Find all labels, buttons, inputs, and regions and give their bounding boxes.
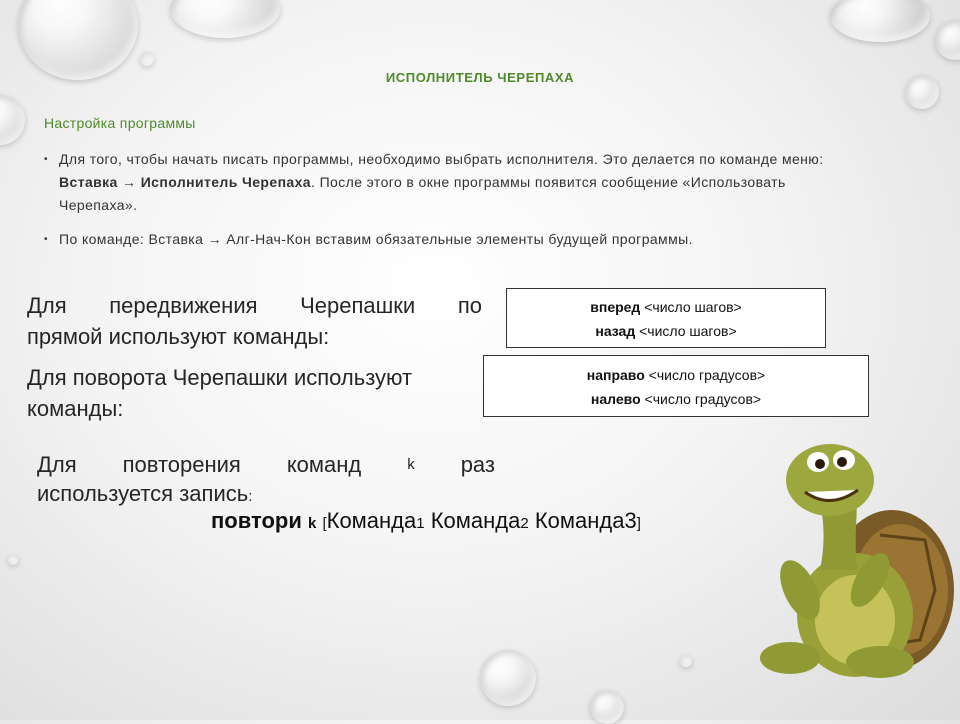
slide-title: ИСПОЛНИТЕЛЬ ЧЕРЕПАХА [385, 70, 575, 85]
command-name: Команда [424, 508, 521, 533]
bullet-text: . После этого в окне программы появится сообщение «Использовать Черепаха». [59, 174, 786, 213]
command-name: Команда [528, 508, 625, 533]
command-keyword: назад [595, 323, 636, 339]
water-drop-decoration [0, 95, 25, 145]
bullet-text: По команде: Вставка → Алг-Нач-Кон вставим обязательные элементы будущей программы. [59, 231, 693, 247]
command-arg: <число градусов> [644, 367, 766, 383]
bracket-open: [ [322, 515, 327, 532]
turn-description: Для поворота Черепашки используют команды: [27, 365, 413, 421]
water-drop-decoration [590, 690, 624, 724]
slide-subtitle: Настройка программы [44, 115, 196, 131]
command-keyword: вперед [590, 299, 641, 315]
repeat-word: команд [286, 452, 362, 477]
water-drop-decoration [8, 555, 18, 565]
move-word: Черепашки [300, 293, 416, 318]
turn-commands-box [483, 355, 869, 417]
repeat-k: k [407, 456, 415, 473]
command-arg: <число градусов> [640, 391, 762, 407]
repeat-description [37, 450, 495, 511]
command-name: Команда [326, 508, 417, 533]
water-drop-decoration [680, 655, 692, 667]
bracket-close: ] [636, 515, 641, 532]
water-drop-decoration [830, 0, 930, 42]
repeat-k: k [307, 515, 317, 532]
repeat-word: повторения [122, 452, 241, 477]
repeat-colon: : [248, 488, 253, 505]
move-line2: прямой используют команды: [27, 324, 330, 349]
bullet-insert-structure [44, 228, 844, 251]
water-drop-decoration [18, 0, 138, 80]
move-word: Для [27, 293, 67, 318]
bullet-dot-icon: • [44, 234, 48, 245]
command-index: 2 [520, 515, 529, 532]
repeat-syntax [211, 508, 641, 534]
move-word: передвижения [109, 293, 258, 318]
bullet-select-executor [44, 148, 844, 217]
bullet-text: Для того, чтобы начать писать программы, необходимо выбрать исполнителя. Это делается по команде меню: [59, 151, 824, 167]
repeat-keyword: повтори [211, 508, 302, 533]
move-description [27, 290, 482, 352]
water-drop-decoration [935, 20, 960, 60]
command-arg: <число шагов> [640, 299, 742, 315]
water-drop-decoration [170, 0, 280, 38]
water-drop-decoration [480, 650, 536, 706]
command-keyword: направо [586, 367, 645, 383]
bullet-menu-path: Вставка → Исполнитель Черепаха [59, 174, 311, 190]
repeat-word: раз [460, 452, 495, 477]
command-keyword: налево [590, 391, 641, 407]
move-word: по [457, 293, 482, 318]
turtle-illustration [760, 440, 960, 680]
command-index: 1 [416, 515, 425, 532]
repeat-word: Для [37, 452, 77, 477]
command-arg: <число шагов> [635, 323, 737, 339]
move-commands-box [506, 288, 826, 348]
bullet-dot-icon: • [44, 154, 48, 165]
water-drop-decoration [140, 52, 154, 66]
command-index: 3 [624, 508, 637, 533]
repeat-line2: используется запись [37, 481, 249, 506]
